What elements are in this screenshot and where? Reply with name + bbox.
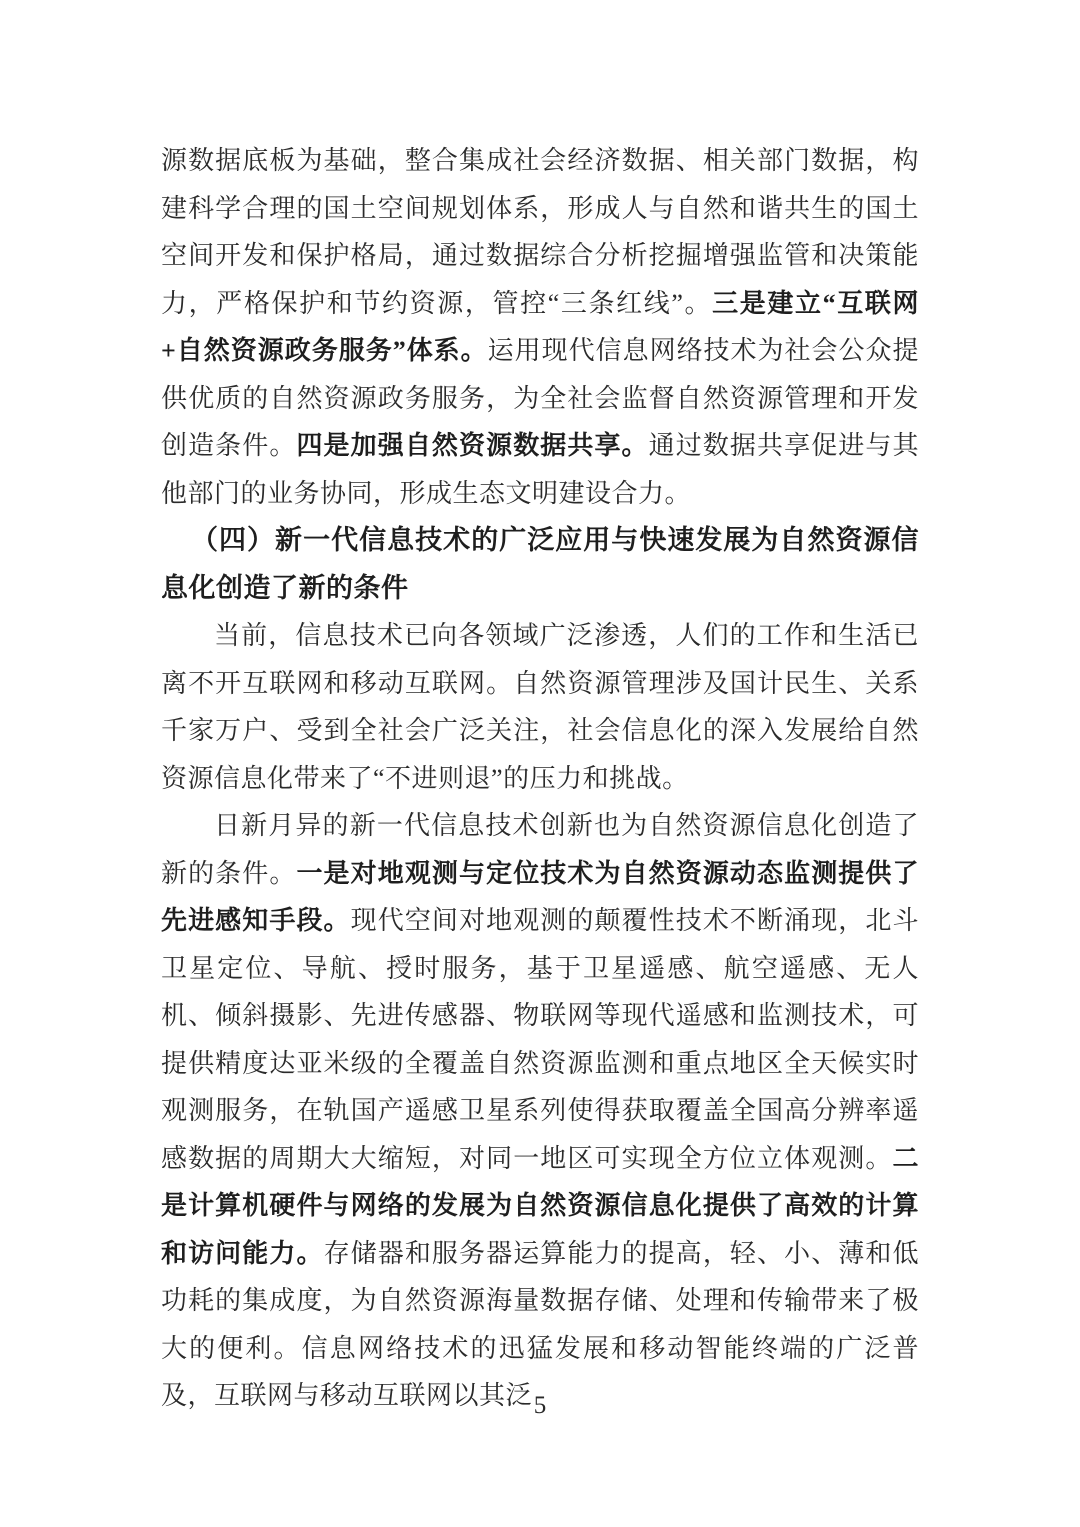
section-heading-text: （四）新一代信息技术的广泛应用与快速发展为自然资源信息化创造了新的条件 — [161, 525, 919, 603]
section-heading — [161, 517, 919, 612]
text-run-bold: 三是建立“互联网+自然资源政务服务”体系。 — [161, 288, 919, 365]
text-content — [161, 137, 919, 1420]
paragraph-continuation — [161, 137, 919, 517]
text-run: 当前，信息技术已向各领域广泛渗透，人们的工作和生活已离不开互联网和移动互联网。自然资源管理涉及国计民生、关系千家万户、受到全社会广泛关注，社会信息化的深入发展给自然资源信息化带来了“不进则退”的压力和挑战。 — [161, 621, 919, 793]
paragraph-body — [161, 612, 919, 802]
text-run-bold: 二是计算机硬件与网络的发展为自然资源信息化提供了高效的计算和访问能力。 — [161, 1143, 919, 1268]
text-run: 日新月异的新一代信息技术创新也为自然资源信息化创造了新的条件。 — [161, 811, 919, 888]
page-number: 5 — [533, 1392, 547, 1419]
text-run: 现代空间对地观测的颠覆性技术不断涌现，北斗卫星定位、导航、授时服务，基于卫星遥感、航空遥感、无人机、倾斜摄影、先进传感器、物联网等现代遥感和监测技术，可提供精度达亚米级的全覆盖自然资源监测和重点地区全天候实时观测服务，在轨国产遥感卫星系列使得获取覆盖全国高分辨率遥感数据的周期大大缩短，对同一地区可实现全方位立体观测。 — [161, 906, 919, 1173]
text-run: 存储器和服务器运算能力的提高，轻、小、薄和低功耗的集成度，为自然资源海量数据存储、处理和传输带来了极大的便利。信息网络技术的迅猛发展和移动智能终端的广泛普及，互联网与移动互联网以其泛 — [161, 1238, 919, 1410]
text-run-bold: 一是对地观测与定位技术为自然资源动态监测提供了先进感知手段。 — [161, 858, 919, 935]
text-run-bold: 四是加强自然资源数据共享。 — [296, 431, 649, 460]
text-run: 源数据底板为基础，整合集成社会经济数据、相关部门数据，构建科学合理的国土空间规划体系，形成人与自然和谐共生的国土空间开发和保护格局，通过数据综合分析挖掘增强监管和决策能力，严格保护和节约资源，管控“三条红线”。 — [161, 146, 919, 318]
paragraph-body — [161, 802, 919, 1420]
text-run: 通过数据共享促进与其他部门的业务协同，形成生态文明建设合力。 — [161, 431, 919, 508]
text-run: 运用现代信息网络技术为社会公众提供优质的自然资源政务服务，为全社会监督自然资源管理和开发创造条件。 — [161, 336, 919, 460]
